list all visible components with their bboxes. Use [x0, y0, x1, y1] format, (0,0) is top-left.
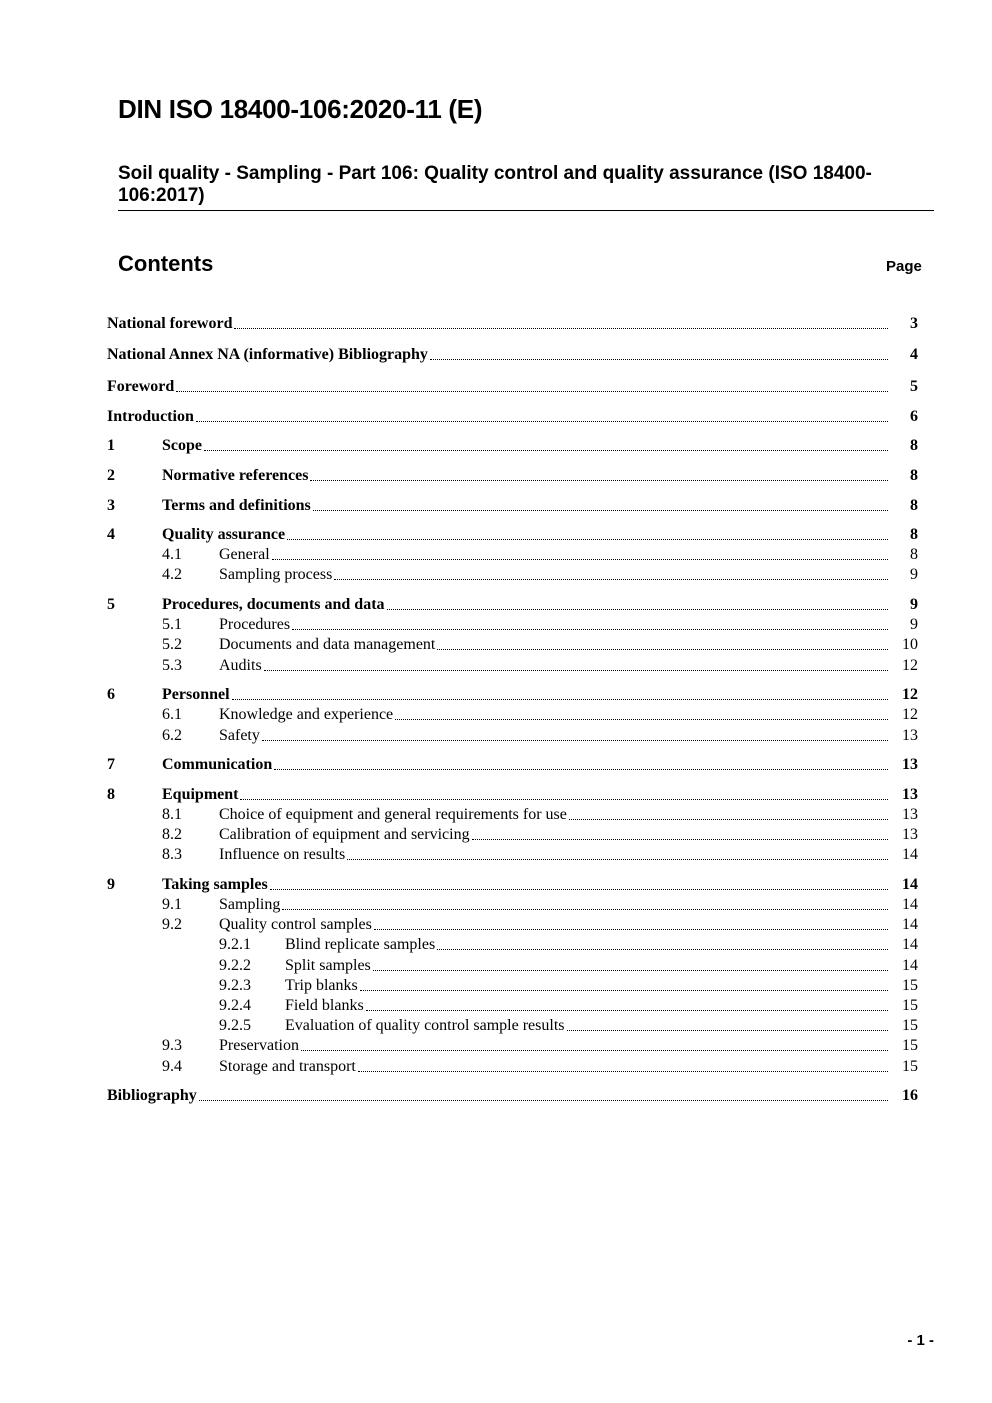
toc-entry-number: 4.1 [162, 546, 182, 563]
toc-entry[interactable] [0, 1086, 992, 1106]
toc-entry[interactable] [0, 545, 992, 565]
toc-dot-leader [204, 450, 888, 451]
toc-entry[interactable] [0, 466, 992, 486]
toc-entry-page: 8 [910, 526, 918, 543]
page-column-heading: Page [886, 258, 922, 275]
toc-entry-label: Field blanks [285, 997, 364, 1014]
toc-entry-number: 6 [107, 686, 115, 703]
toc-dot-leader [282, 909, 888, 910]
toc-entry[interactable] [0, 635, 992, 655]
toc-entry-title [219, 615, 890, 635]
toc-entry-page: 6 [910, 408, 918, 425]
toc-entry-label: Bibliography [107, 1087, 197, 1104]
toc-entry-page: 9 [910, 566, 918, 583]
toc-entry-label: Equipment [162, 786, 239, 803]
toc-entry-title [162, 595, 890, 615]
toc-entry-label: Communication [162, 756, 273, 773]
toc-entry-page: 8 [910, 546, 918, 563]
toc-entry-title [219, 1036, 890, 1056]
toc-dot-leader [176, 391, 888, 392]
toc-entry-number: 5.2 [162, 636, 182, 653]
toc-entry-page: 15 [902, 1017, 918, 1034]
toc-dot-leader [270, 889, 888, 890]
toc-entry-page: 16 [902, 1087, 918, 1104]
toc-entry-title [107, 377, 890, 397]
toc-entry[interactable] [0, 705, 992, 725]
toc-entry-label: Sampling process [219, 566, 333, 583]
toc-entry[interactable] [0, 377, 992, 397]
toc-dot-leader [347, 859, 888, 860]
toc-entry-number: 8.2 [162, 826, 182, 843]
toc-entry-number: 6.2 [162, 727, 182, 744]
toc-entry-title [219, 845, 890, 865]
toc-dot-leader [196, 421, 888, 422]
toc-entry-page: 14 [902, 846, 918, 863]
toc-entry-label: Introduction [107, 408, 194, 425]
toc-entry-number: 9.2 [162, 916, 182, 933]
toc-entry[interactable] [0, 976, 992, 996]
toc-entry-label: Audits [219, 657, 262, 674]
toc-entry[interactable] [0, 726, 992, 746]
toc-entry-title [285, 976, 890, 996]
toc-entry-label: Normative references [162, 467, 309, 484]
toc-entry-title [285, 996, 890, 1016]
toc-entry-number: 5.1 [162, 616, 182, 633]
toc-entry[interactable] [0, 1016, 992, 1036]
toc-entry-label: Choice of equipment and general requirements for use [219, 806, 567, 823]
toc-dot-leader [234, 328, 888, 329]
toc-entry-number: 8.1 [162, 806, 182, 823]
toc-entry-number: 3 [107, 497, 115, 514]
toc-entry-title [162, 785, 890, 805]
toc-entry-page: 14 [902, 957, 918, 974]
toc-entry-page: 14 [902, 896, 918, 913]
toc-entry-title [219, 656, 890, 676]
toc-entry-number: 5.3 [162, 657, 182, 674]
toc-entry-page: 15 [902, 1058, 918, 1075]
toc-dot-leader [373, 970, 888, 971]
toc-dot-leader [262, 740, 888, 741]
toc-entry-number: 5 [107, 596, 115, 613]
toc-dot-leader [301, 1050, 888, 1051]
toc-entry-label: Foreword [107, 378, 175, 395]
toc-entry-label: Blind replicate samples [285, 936, 436, 953]
toc-entry[interactable] [0, 895, 992, 915]
toc-entry-title [219, 1057, 890, 1077]
toc-entry-page: 8 [910, 437, 918, 454]
toc-entry-label: Evaluation of quality control sample results [285, 1017, 565, 1034]
toc-entry-title [162, 525, 890, 545]
toc-entry-title [162, 755, 890, 775]
toc-dot-leader [274, 769, 888, 770]
toc-entry-title [162, 685, 890, 705]
toc-entry-title [162, 496, 890, 516]
toc-entry-number: 9.2.3 [219, 977, 251, 994]
toc-entry-label: Scope [162, 437, 202, 454]
toc-entry-page: 15 [902, 1037, 918, 1054]
toc-entry-title [162, 466, 890, 486]
toc-entry-page: 13 [902, 806, 918, 823]
toc-entry-number: 4.2 [162, 566, 182, 583]
toc-entry-label: Documents and data management [219, 636, 436, 653]
toc-dot-leader [472, 839, 888, 840]
toc-dot-leader [310, 480, 888, 481]
toc-dot-leader [313, 510, 888, 511]
toc-entry-label: Sampling [219, 896, 281, 913]
toc-entry-title [219, 895, 890, 915]
toc-entry-label: Procedures [219, 616, 291, 633]
toc-entry-number: 8 [107, 786, 115, 803]
toc-dot-leader [437, 649, 888, 650]
toc-entry-page: 14 [902, 876, 918, 893]
toc-dot-leader [232, 699, 888, 700]
toc-dot-leader [287, 539, 888, 540]
toc-entry-page: 4 [910, 346, 918, 363]
toc-entry-title [107, 345, 890, 365]
toc-entry-number: 9.4 [162, 1058, 182, 1075]
toc-entry-number: 9.2.5 [219, 1017, 251, 1034]
toc-dot-leader [437, 949, 888, 950]
toc-entry-page: 8 [910, 467, 918, 484]
toc-entry-title [285, 935, 890, 955]
toc-entry-label: National Annex NA (informative) Bibliography [107, 346, 428, 363]
toc-entry-number: 2 [107, 467, 115, 484]
toc-entry-label: Quality assurance [162, 526, 286, 543]
toc-entry-label: Taking samples [162, 876, 268, 893]
toc-entry-page: 10 [902, 636, 918, 653]
toc-entry-number: 9.2.4 [219, 997, 251, 1014]
toc-entry-page: 8 [910, 497, 918, 514]
toc-entry-title [162, 436, 890, 456]
toc-entry[interactable] [0, 314, 992, 334]
toc-entry-label: Preservation [219, 1037, 299, 1054]
toc-entry-page: 12 [902, 706, 918, 723]
toc-entry-page: 5 [910, 378, 918, 395]
toc-dot-leader [395, 719, 888, 720]
toc-entry-page: 9 [910, 596, 918, 613]
toc-entry[interactable] [0, 956, 992, 976]
toc-dot-leader [366, 1010, 888, 1011]
toc-entry-title [219, 635, 890, 655]
toc-entry-label: Influence on results [219, 846, 346, 863]
toc-entry-label: Trip blanks [285, 977, 358, 994]
toc-entry-number: 7 [107, 756, 115, 773]
toc-entry-label: Safety [219, 727, 260, 744]
toc-entry-label: Terms and definitions [162, 497, 311, 514]
toc-entry-page: 15 [902, 997, 918, 1014]
toc-entry-label: National foreword [107, 315, 233, 332]
toc-entry-number: 6.1 [162, 706, 182, 723]
toc-entry-title [107, 314, 890, 334]
toc-entry[interactable] [0, 565, 992, 585]
toc-entry-number: 8.3 [162, 846, 182, 863]
toc-entry-page: 13 [902, 727, 918, 744]
toc-entry[interactable] [0, 685, 992, 705]
toc-entry[interactable] [0, 436, 992, 456]
toc-entry-number: 9.2.1 [219, 936, 251, 953]
toc-entry-page: 15 [902, 977, 918, 994]
toc-entry[interactable] [0, 407, 992, 427]
toc-dot-leader [374, 929, 888, 930]
toc-entry-title [285, 1016, 890, 1036]
toc-entry-page: 3 [910, 315, 918, 332]
toc-dot-leader [567, 1030, 889, 1031]
toc-dot-leader [569, 819, 888, 820]
toc-entry-number: 4 [107, 526, 115, 543]
document-subtitle: Soil quality - Sampling - Part 106: Quality control and quality assurance (ISO 18400-106:2017) [118, 163, 872, 206]
toc-entry-title [219, 805, 890, 825]
toc-entry-page: 12 [902, 686, 918, 703]
toc-entry[interactable] [0, 996, 992, 1016]
toc-entry[interactable] [0, 755, 992, 775]
toc-entry[interactable] [0, 595, 992, 615]
toc-entry-label: Quality control samples [219, 916, 372, 933]
toc-entry-label: Storage and transport [219, 1058, 356, 1075]
toc-entry[interactable] [0, 345, 992, 365]
toc-entry-page: 13 [902, 756, 918, 773]
toc-entry-label: Calibration of equipment and servicing [219, 826, 470, 843]
toc-entry-page: 12 [902, 657, 918, 674]
toc-entry-label: Knowledge and experience [219, 706, 394, 723]
toc-entry-title [285, 956, 890, 976]
toc-dot-leader [240, 799, 888, 800]
toc-entry[interactable] [0, 845, 992, 865]
toc-entry-number: 9.2.2 [219, 957, 251, 974]
toc-dot-leader [360, 990, 888, 991]
toc-dot-leader [264, 670, 888, 671]
toc-entry[interactable] [0, 915, 992, 935]
toc-entry-number: 9.1 [162, 896, 182, 913]
toc-entry[interactable] [0, 1057, 992, 1077]
toc-entry-page: 13 [902, 786, 918, 803]
toc-entry-number: 9.3 [162, 1037, 182, 1054]
toc-entry-title [219, 545, 890, 565]
document-title: DIN ISO 18400-106:2020-11 (E) [118, 94, 483, 124]
toc-entry-label: Personnel [162, 686, 230, 703]
toc-entry[interactable] [0, 1036, 992, 1056]
toc-entry-title [219, 726, 890, 746]
toc-entry-title [107, 407, 890, 427]
toc-entry-label: Procedures, documents and data [162, 596, 385, 613]
contents-heading: Contents [118, 251, 214, 276]
toc-dot-leader [334, 579, 888, 580]
toc-entry-title [219, 705, 890, 725]
toc-entry-title [219, 825, 890, 845]
toc-entry[interactable] [0, 525, 992, 545]
toc-entry-page: 9 [910, 616, 918, 633]
toc-entry-label: Split samples [285, 957, 371, 974]
toc-entry-page: 13 [902, 826, 918, 843]
toc-entry[interactable] [0, 656, 992, 676]
toc-entry-number: 1 [107, 437, 115, 454]
toc-entry[interactable] [0, 496, 992, 516]
toc-entry-title [162, 875, 890, 895]
toc-entry-number: 9 [107, 876, 115, 893]
toc-entry-title [219, 915, 890, 935]
toc-entry-label: General [219, 546, 270, 563]
toc-entry-title [107, 1086, 890, 1106]
toc-dot-leader [358, 1071, 888, 1072]
toc-entry[interactable] [0, 875, 992, 895]
toc-dot-leader [387, 609, 888, 610]
toc-entry[interactable] [0, 805, 992, 825]
toc-entry-page: 14 [902, 916, 918, 933]
toc-entry-title [219, 565, 890, 585]
toc-dot-leader [199, 1100, 888, 1101]
toc-dot-leader [430, 359, 888, 360]
toc-entry[interactable] [0, 935, 992, 955]
toc-dot-leader [292, 629, 888, 630]
page-number: - 1 - [907, 1332, 934, 1349]
toc-entry[interactable] [0, 785, 992, 805]
toc-entry[interactable] [0, 825, 992, 845]
toc-entry-page: 14 [902, 936, 918, 953]
toc-dot-leader [272, 559, 888, 560]
toc-entry[interactable] [0, 615, 992, 635]
